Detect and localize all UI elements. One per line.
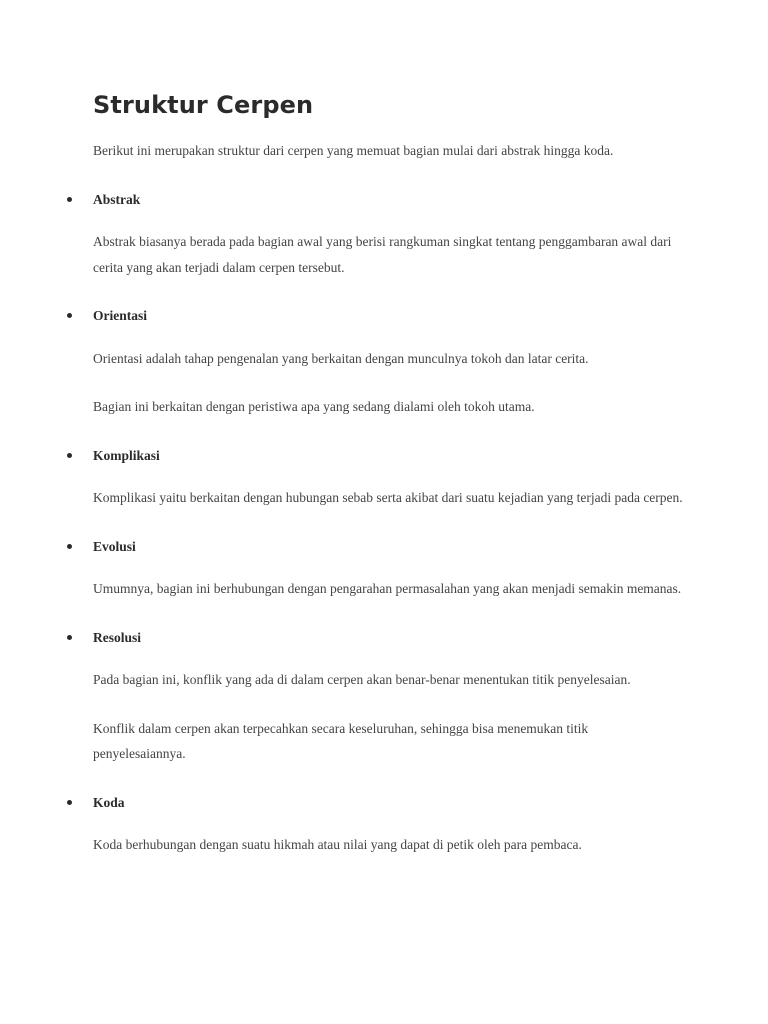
- bullet-icon: [67, 544, 72, 549]
- section-heading-label: Orientasi: [93, 308, 147, 323]
- section-evolusi: [93, 534, 683, 602]
- bullet-icon: [67, 800, 72, 805]
- section-koda: [93, 790, 683, 858]
- section-heading-label: Komplikasi: [93, 447, 160, 463]
- section-heading-label: Abstrak: [93, 191, 141, 207]
- section-heading-label: Koda: [93, 794, 125, 810]
- section-orientasi: [93, 303, 683, 420]
- section-paragraph: Koda berhubungan dengan suatu hikmah atau nilai yang dapat di petik oleh para pembaca.: [93, 837, 582, 852]
- section-heading: [93, 790, 683, 816]
- section-heading: [93, 625, 683, 651]
- article: [93, 87, 683, 881]
- section-resolusi: [93, 625, 683, 767]
- section-heading: [93, 187, 683, 213]
- bullet-icon: [67, 635, 72, 640]
- section-heading-label: Evolusi: [93, 538, 136, 554]
- section-paragraph: Bagian ini berkaitan dengan peristiwa apa yang sedang dialami oleh tokoh utama.: [93, 399, 535, 414]
- intro-paragraph: Berikut ini merupakan struktur dari cerpen yang memuat bagian mulai dari abstrak hingga koda.: [93, 143, 614, 158]
- section-paragraph: Umumnya, bagian ini berhubungan dengan pengarahan permasalahan yang akan menjadi semakin memanas.: [93, 581, 682, 596]
- section-komplikasi: [93, 443, 683, 511]
- bullet-icon: [67, 313, 72, 318]
- section-heading: [93, 534, 683, 560]
- section-paragraph: Pada bagian ini, konflik yang ada di dalam cerpen akan benar-benar menentukan titik penyelesaian.: [93, 672, 631, 687]
- section-heading-label: Resolusi: [93, 629, 142, 645]
- section-paragraph: Orientasi adalah tahap pengenalan yang berkaitan dengan munculnya tokoh dan latar cerita.: [93, 350, 589, 366]
- section-abstrak: [93, 187, 683, 281]
- page-title: Struktur Cerpen: [93, 91, 314, 119]
- bullet-icon: [67, 453, 72, 458]
- section-paragraph: Konflik dalam cerpen akan terpecahkan secara keseluruhan, sehingga bisa menemukan titik penyelesaiannya.: [93, 720, 589, 761]
- section-paragraph: Komplikasi yaitu berkaitan dengan hubungan sebab serta akibat dari suatu kejadian yang terjadi pada cerpen.: [93, 490, 683, 505]
- section-heading: [93, 443, 683, 469]
- section-heading: [93, 303, 683, 329]
- section-paragraph: Abstrak biasanya berada pada bagian awal yang berisi rangkuman singkat tentang penggambaran awal dari cerita yang akan terjadi dalam cerpen tersebut.: [93, 234, 672, 275]
- bullet-icon: [67, 197, 72, 202]
